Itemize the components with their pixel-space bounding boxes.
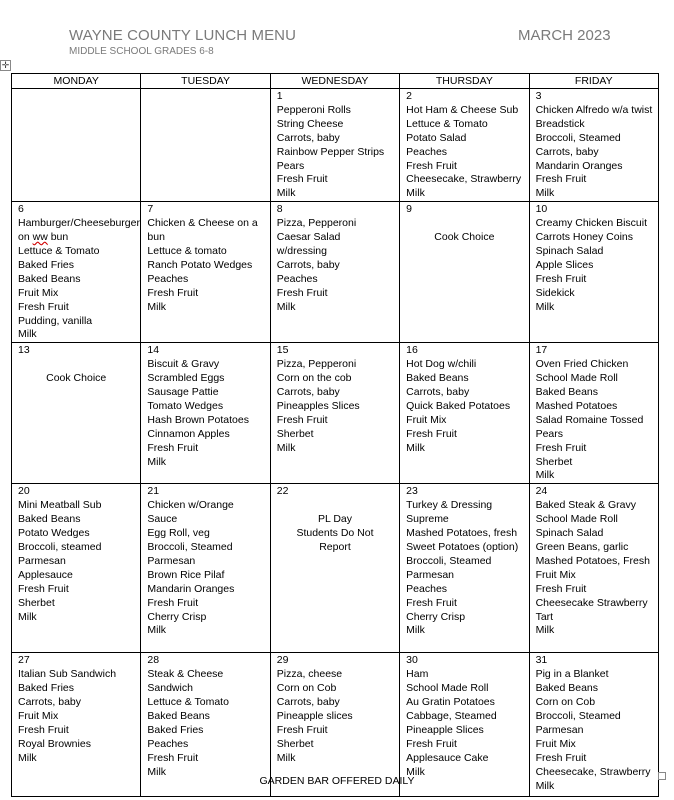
menu-item: Quick Baked Potatoes [406, 399, 511, 412]
menu-item: Italian Sub Sandwich [18, 668, 117, 681]
menu-item: Green Beans, garlic [535, 541, 629, 553]
menu-month: MARCH 2023 [518, 27, 611, 44]
day-number: 16 [406, 344, 418, 357]
menu-item: Parmesan [18, 554, 66, 567]
menu-item: Creamy Chicken Biscuit [535, 217, 648, 230]
menu-item: Peaches [406, 145, 448, 158]
menu-item: Baked Beans [18, 272, 81, 285]
day-cell-thursday [400, 202, 529, 343]
menu-item: Rainbow Pepper Strips [276, 145, 385, 158]
menu-subtitle: MIDDLE SCHOOL GRADES 6-8 [69, 46, 214, 57]
menu-item: Cabbage, Steamed [406, 710, 497, 722]
day-number: 21 [147, 485, 160, 498]
day-cell-wednesday [270, 484, 399, 653]
day-number: 13 [18, 344, 30, 357]
menu-item: Mashed Potatoes, Fresh [535, 554, 650, 567]
day-number: 9 [406, 203, 413, 216]
menu-item: Spinach Salad [535, 527, 604, 540]
menu-item: Fresh Fruit [18, 300, 69, 313]
menu-item: Milk [535, 187, 555, 200]
menu-item: Sandwich [147, 682, 193, 695]
day-cell-tuesday [141, 202, 270, 343]
day-cell-wednesday [270, 89, 399, 202]
menu-item: Mandarin Oranges [147, 582, 235, 595]
menu-item: Fresh Fruit [406, 159, 457, 172]
menu-item: Carrots, baby [18, 696, 82, 709]
day-number: 6 [18, 203, 24, 216]
menu-item: Milk [276, 300, 296, 313]
menu-item: Pizza, Pepperoni [276, 358, 357, 371]
menu-item: Hamburger/Cheeseburger [18, 217, 140, 230]
day-cell-monday [12, 202, 141, 343]
menu-item: Milk [535, 779, 555, 792]
menu-item: Peaches [147, 272, 189, 285]
day-number: 1 [276, 90, 283, 102]
menu-item: Lettuce & Tomato [147, 696, 229, 709]
menu-item: Fresh Fruit [535, 173, 587, 186]
week-row [12, 343, 659, 484]
menu-item: Milk [18, 328, 37, 341]
lunch-menu-table [11, 73, 659, 797]
menu-item: Cheesecake, Strawberry [406, 173, 522, 186]
menu-item: Baked Beans [535, 682, 599, 695]
day-cell-monday [12, 89, 141, 202]
menu-item: Cheesecake Strawberry [535, 596, 648, 609]
menu-item: Mandarin Oranges [535, 159, 623, 172]
day-number: 14 [147, 344, 160, 357]
day-number: 20 [18, 485, 30, 498]
menu-item: Peaches [406, 582, 448, 595]
menu-item: Baked Beans [535, 386, 599, 399]
menu-item: Fresh Fruit [406, 737, 457, 750]
menu-item: Chicken w/Orange [147, 499, 234, 512]
menu-item: Broccoli, steamed [18, 541, 102, 553]
menu-item: on ww bun [18, 231, 69, 244]
menu-item: Oven Fried Chicken [535, 358, 629, 371]
menu-item: Pears [276, 159, 305, 172]
day-number: 3 [535, 90, 542, 102]
day-cell-thursday [400, 89, 529, 202]
cook-choice-note: Cook Choice [434, 231, 495, 244]
menu-item: Parmesan [406, 568, 455, 581]
menu-item: Cheesecake, Strawberry [535, 765, 651, 778]
day-cell-friday [529, 202, 658, 343]
menu-item: Sauce [147, 513, 178, 526]
menu-item: Broccoli, Steamed [406, 554, 492, 567]
menu-item: Cherry Crisp [406, 610, 466, 623]
menu-item: Corn on Cob [535, 696, 596, 709]
pl-day-note: PL Day [317, 513, 352, 526]
day-cell-friday [529, 343, 658, 484]
menu-item: Brown Rice Pilaf [147, 568, 225, 581]
menu-item: Fruit Mix [406, 413, 447, 426]
menu-item: Pears [535, 427, 563, 440]
menu-item: Apple Slices [535, 258, 594, 271]
day-number: 22 [276, 485, 289, 498]
menu-item: Scrambled Eggs [147, 372, 225, 385]
header-thursday: THURSDAY [400, 74, 529, 89]
menu-item: Royal Brownies [18, 737, 91, 750]
menu-item: Fresh Fruit [147, 751, 199, 764]
menu-item: Mashed Potatoes [535, 399, 618, 412]
menu-item: Lettuce & Tomato [406, 117, 488, 130]
menu-item: w/dressing [276, 244, 327, 257]
menu-item: Corn on the cob [276, 372, 352, 385]
header-monday: MONDAY [12, 74, 141, 89]
menu-item: Milk [147, 624, 167, 637]
menu-item: Biscuit & Gravy [147, 358, 220, 371]
menu-item: Salad Romaine Tossed [535, 413, 644, 426]
day-cell-tuesday [141, 343, 270, 484]
menu-item: Milk [147, 300, 167, 313]
menu-item: Tomato Wedges [147, 399, 224, 412]
menu-item: Fruit Mix [18, 710, 59, 722]
day-cell-friday [529, 484, 658, 653]
menu-item: Spinach Salad [535, 244, 604, 257]
header-wednesday: WEDNESDAY [270, 74, 399, 89]
menu-item: Fresh Fruit [276, 173, 328, 186]
menu-item: Cinnamon Apples [147, 427, 230, 440]
menu-item: Potato Wedges [18, 527, 90, 540]
menu-item: Pineapple slices [276, 710, 353, 722]
menu-item: Chicken & Cheese on a [147, 217, 258, 230]
menu-item: Fresh Fruit [406, 427, 457, 440]
menu-item: Fresh Fruit [276, 286, 328, 299]
menu-item: Broccoli, Steamed [147, 541, 233, 553]
menu-item: Carrots, baby [276, 131, 340, 144]
menu-item: Breadstick [535, 117, 585, 130]
weekday-header-row [12, 74, 659, 89]
menu-item: Mini Meatball Sub [18, 499, 102, 512]
menu-item: Milk [406, 765, 425, 778]
menu-item: Peaches [276, 272, 318, 285]
menu-item: Milk [147, 765, 167, 778]
day-number: 28 [147, 654, 160, 667]
menu-item: Baked Fries [18, 682, 75, 695]
menu-item: Baked Beans [18, 513, 81, 526]
menu-item: Baked Beans [406, 372, 469, 385]
menu-item: Ranch Potato Wedges [147, 258, 253, 271]
menu-item: Baked Beans [147, 710, 210, 722]
menu-item: Fruit Mix [535, 737, 576, 750]
menu-item: Pepperoni Rolls [276, 103, 351, 116]
menu-item: Sherbet [276, 737, 314, 750]
menu-item: Milk [276, 751, 296, 764]
menu-item: School Made Roll [406, 682, 489, 695]
header-tuesday: TUESDAY [141, 74, 270, 89]
menu-item: Carrots, baby [276, 258, 340, 271]
menu-item: Sausage Pattie [147, 386, 219, 399]
menu-item: Sherbet [18, 596, 55, 609]
day-number: 8 [276, 203, 283, 216]
day-number: 15 [276, 344, 289, 357]
menu-item: School Made Roll [535, 513, 618, 526]
menu-item: Milk [147, 455, 167, 468]
menu-item: Pizza, cheese [276, 668, 343, 681]
menu-item: Carrots, baby [276, 696, 340, 709]
day-number: 7 [147, 203, 154, 216]
menu-item: String Cheese [276, 117, 344, 130]
menu-item: Milk [276, 187, 296, 200]
menu-item: Milk [276, 441, 296, 454]
menu-item: Pineapple Slices [406, 723, 484, 736]
day-number: 27 [18, 654, 30, 667]
menu-item: Sherbet [535, 455, 573, 468]
menu-item: Applesauce Cake [406, 751, 489, 764]
menu-item: Sherbet [276, 427, 314, 440]
menu-item: Fresh Fruit [535, 272, 587, 285]
menu-item: Milk [406, 187, 425, 200]
menu-item: Pizza, Pepperoni [276, 217, 357, 230]
pl-day-note: Report [319, 541, 351, 554]
menu-item: Pudding, vanilla [18, 314, 93, 327]
menu-item: Fruit Mix [535, 568, 576, 581]
menu-item: Baked Fries [18, 258, 75, 271]
menu-item: Fresh Fruit [276, 413, 328, 426]
menu-item: Milk [535, 300, 555, 313]
menu-item: Carrots, baby [535, 145, 599, 158]
day-number: 17 [535, 344, 548, 357]
day-cell-tuesday [141, 89, 270, 202]
menu-item: Hot Dog w/chili [406, 358, 477, 371]
menu-item: Broccoli, Steamed [535, 710, 621, 722]
day-cell-tuesday [141, 484, 270, 653]
cook-choice-note: Cook Choice [46, 372, 107, 385]
menu-item: Fresh Fruit [18, 723, 69, 736]
menu-item: Fruit Mix [18, 286, 59, 299]
menu-item: Turkey & Dressing [406, 499, 493, 512]
menu-item: Peaches [147, 737, 189, 750]
menu-item: Chicken Alfredo w/a twist [535, 103, 653, 116]
menu-item: Fresh Fruit [18, 582, 69, 595]
menu-item: Parmesan [535, 723, 584, 736]
menu-item: Pineapples Slices [276, 399, 360, 412]
menu-item: Carrots, baby [276, 386, 340, 399]
day-number: 30 [406, 654, 418, 667]
menu-item: Sidekick [535, 286, 575, 299]
day-cell-thursday [400, 484, 529, 653]
menu-item: Fresh Fruit [147, 441, 199, 454]
menu-item: Lettuce & Tomato [18, 244, 100, 257]
menu-item: Applesauce [18, 568, 73, 581]
menu-item: Corn on Cob [276, 682, 337, 695]
week-row [12, 484, 659, 653]
day-cell-monday [12, 343, 141, 484]
day-number: 23 [406, 485, 418, 498]
menu-item: Au Gratin Potatoes [406, 696, 495, 709]
menu-item: Lettuce & tomato [147, 244, 227, 257]
menu-item: Tart [535, 610, 554, 623]
day-number: 2 [406, 90, 413, 102]
menu-item: Fresh Fruit [535, 751, 587, 764]
menu-item: Baked Fries [147, 723, 204, 736]
menu-item: Milk [535, 624, 555, 637]
day-number: 29 [276, 654, 289, 667]
menu-item: Supreme [406, 513, 449, 526]
header-friday: FRIDAY [529, 74, 658, 89]
menu-item: Mashed Potatoes, fresh [406, 527, 518, 540]
menu-item: Hash Brown Potatoes [147, 413, 249, 426]
menu-item: Milk [406, 624, 425, 637]
day-cell-friday [529, 89, 658, 202]
pl-day-note: Students Do Not [296, 527, 374, 540]
garden-bar-footer: GARDEN BAR OFFERED DAILY [259, 775, 415, 787]
menu-item: Fresh Fruit [147, 596, 199, 609]
menu-item: Carrots Honey Coins [535, 231, 634, 244]
menu-item: Broccoli, Steamed [535, 131, 621, 144]
menu-item: Fresh Fruit [535, 582, 587, 595]
table-move-handle-icon[interactable]: ✛ [1, 60, 10, 70]
menu-item: Fresh Fruit [147, 286, 199, 299]
menu-item: Pig in a Blanket [535, 668, 609, 681]
menu-item: Sweet Potatoes (option) [406, 541, 519, 553]
spellcheck-mark: ww [32, 231, 48, 244]
menu-item: Milk [535, 469, 555, 482]
menu-item: Ham [406, 668, 429, 681]
day-number: 31 [535, 654, 548, 667]
menu-item: Steak & Cheese [147, 668, 224, 681]
day-cell-thursday [400, 343, 529, 484]
day-cell-wednesday [270, 202, 399, 343]
week-row [12, 89, 659, 202]
menu-item: Egg Roll, veg [147, 527, 210, 540]
menu-item: Milk [406, 441, 425, 454]
menu-item: School Made Roll [535, 372, 618, 385]
menu-item: Fresh Fruit [535, 441, 587, 454]
menu-item: Milk [18, 751, 37, 764]
menu-title: WAYNE COUNTY LUNCH MENU [69, 27, 297, 44]
menu-item: Milk [18, 610, 37, 623]
menu-item: Parmesan [147, 554, 196, 567]
menu-item: Baked Steak & Gravy [535, 499, 636, 512]
menu-item: bun [147, 231, 165, 244]
week-row [12, 202, 659, 343]
day-number: 24 [535, 485, 548, 498]
menu-item: Fresh Fruit [406, 596, 457, 609]
menu-item: Hot Ham & Cheese Sub [406, 103, 519, 116]
menu-item: Potato Salad [406, 131, 467, 144]
day-number: 10 [535, 203, 548, 216]
day-cell-wednesday [270, 343, 399, 484]
menu-item: Carrots, baby [406, 386, 470, 399]
menu-item: Cherry Crisp [147, 610, 207, 623]
menu-item: Fresh Fruit [276, 723, 328, 736]
menu-item: Caesar Salad [276, 231, 341, 244]
day-cell-monday [12, 484, 141, 653]
